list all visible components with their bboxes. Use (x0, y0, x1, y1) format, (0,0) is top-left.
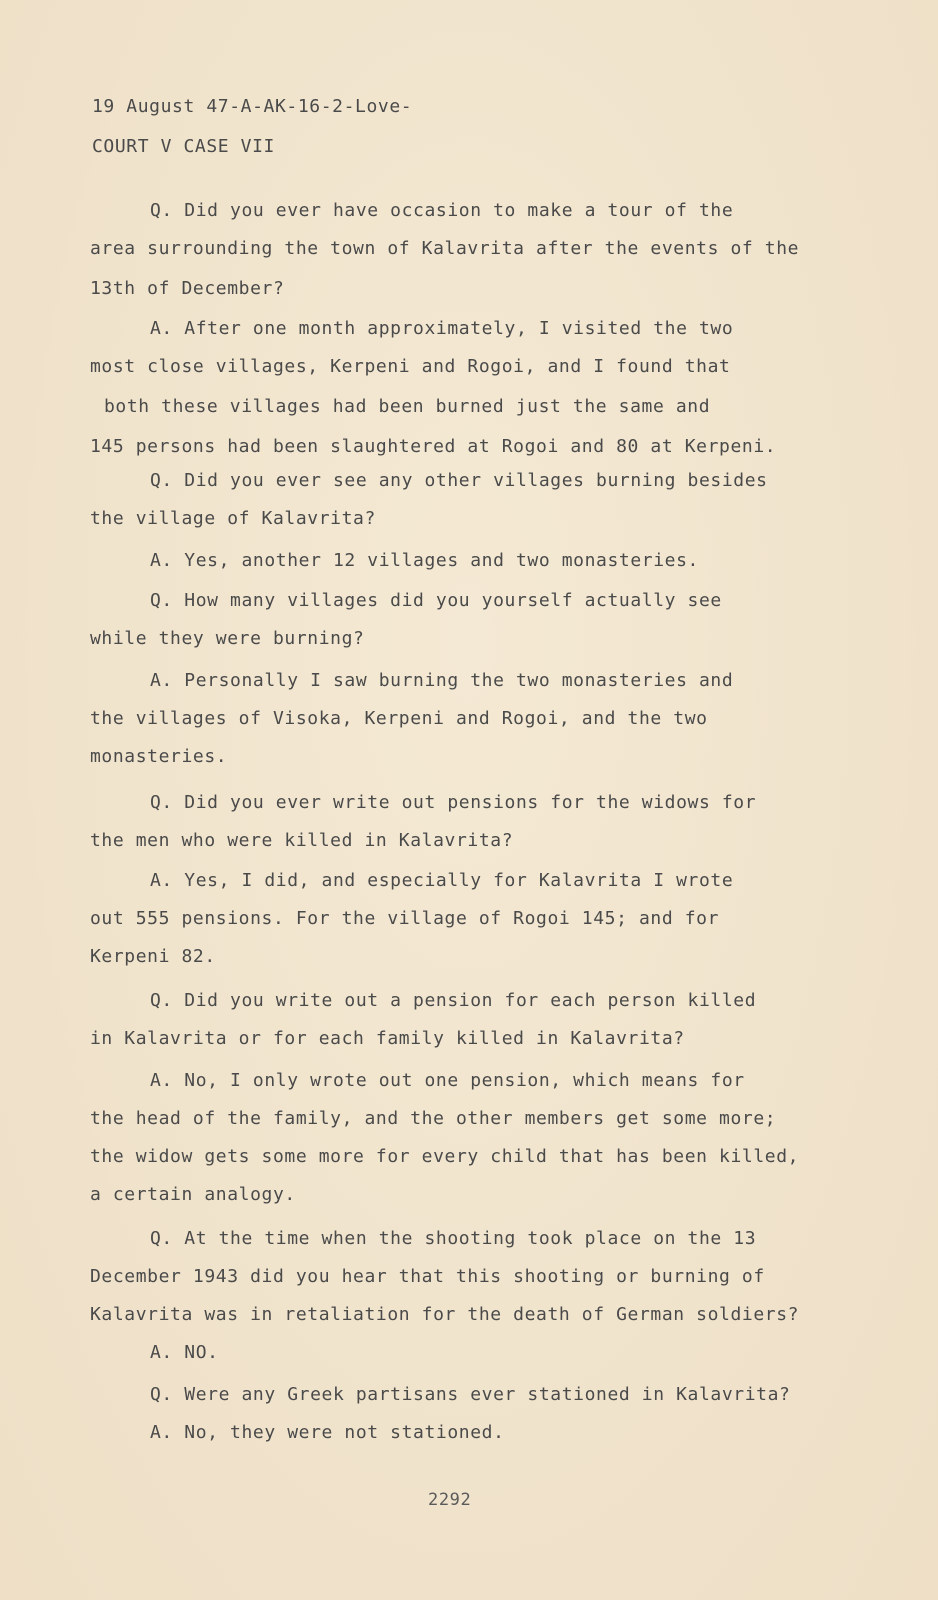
text-line: monasteries. (90, 746, 228, 767)
text-line: out 555 pensions. For the village of Rogoi 145; and for (90, 908, 720, 929)
text-line: A. No, I only wrote out one pension, which means for (150, 1070, 745, 1091)
text-line: A. Yes, I did, and especially for Kalavrita I wrote (150, 870, 734, 891)
text-line: while they were burning? (90, 628, 365, 649)
text-line: A. NO. (150, 1342, 219, 1363)
text-line: Kalavrita was in retaliation for the death of German soldiers? (90, 1304, 800, 1325)
text-line: a certain analogy. (90, 1184, 296, 1205)
text-line: Q. How many villages did you yourself actually see (150, 590, 722, 611)
page-number: 2292 (428, 1490, 472, 1510)
text-line: the widow gets some more for every child that has been killed, (90, 1146, 800, 1167)
text-line: December 1943 did you hear that this shooting or burning of (90, 1266, 765, 1287)
text-line: the men who were killed in Kalavrita? (90, 830, 514, 851)
text-line: the village of Kalavrita? (90, 508, 376, 529)
text-line: A. After one month approximately, I visited the two (150, 318, 734, 339)
text-line: 13th of December? (90, 278, 285, 299)
text-line: Q. At the time when the shooting took place on the 13 (150, 1228, 757, 1249)
text-line: A. Yes, another 12 villages and two monasteries. (150, 550, 699, 571)
text-line: A. Personally I saw burning the two monasteries and (150, 670, 734, 691)
text-line: the head of the family, and the other members get some more; (90, 1108, 777, 1129)
text-line: Kerpeni 82. (90, 946, 216, 967)
header-line-1: 19 August 47-A-AK-16-2-Love- (92, 96, 413, 117)
text-line: Q. Did you ever see any other villages burning besides (150, 470, 768, 491)
text-line: the villages of Visoka, Kerpeni and Rogoi, and the two (90, 708, 708, 729)
text-line: both these villages had been burned just the same and (104, 396, 711, 417)
text-line: area surrounding the town of Kalavrita after the events of the (90, 238, 800, 259)
text-line: Q. Did you write out a pension for each person killed (150, 990, 757, 1011)
text-line: in Kalavrita or for each family killed in Kalavrita? (90, 1028, 685, 1049)
text-line: Q. Did you ever have occasion to make a tour of the (150, 200, 734, 221)
text-line: Q. Did you ever write out pensions for the widows for (150, 792, 757, 813)
header-line-2: COURT V CASE VII (92, 136, 275, 157)
text-line: most close villages, Kerpeni and Rogoi, and I found that (90, 356, 731, 377)
text-line: 145 persons had been slaughtered at Rogoi and 80 at Kerpeni. (90, 436, 777, 457)
text-line: Q. Were any Greek partisans ever stationed in Kalavrita? (150, 1384, 791, 1405)
text-line: A. No, they were not stationed. (150, 1422, 505, 1443)
